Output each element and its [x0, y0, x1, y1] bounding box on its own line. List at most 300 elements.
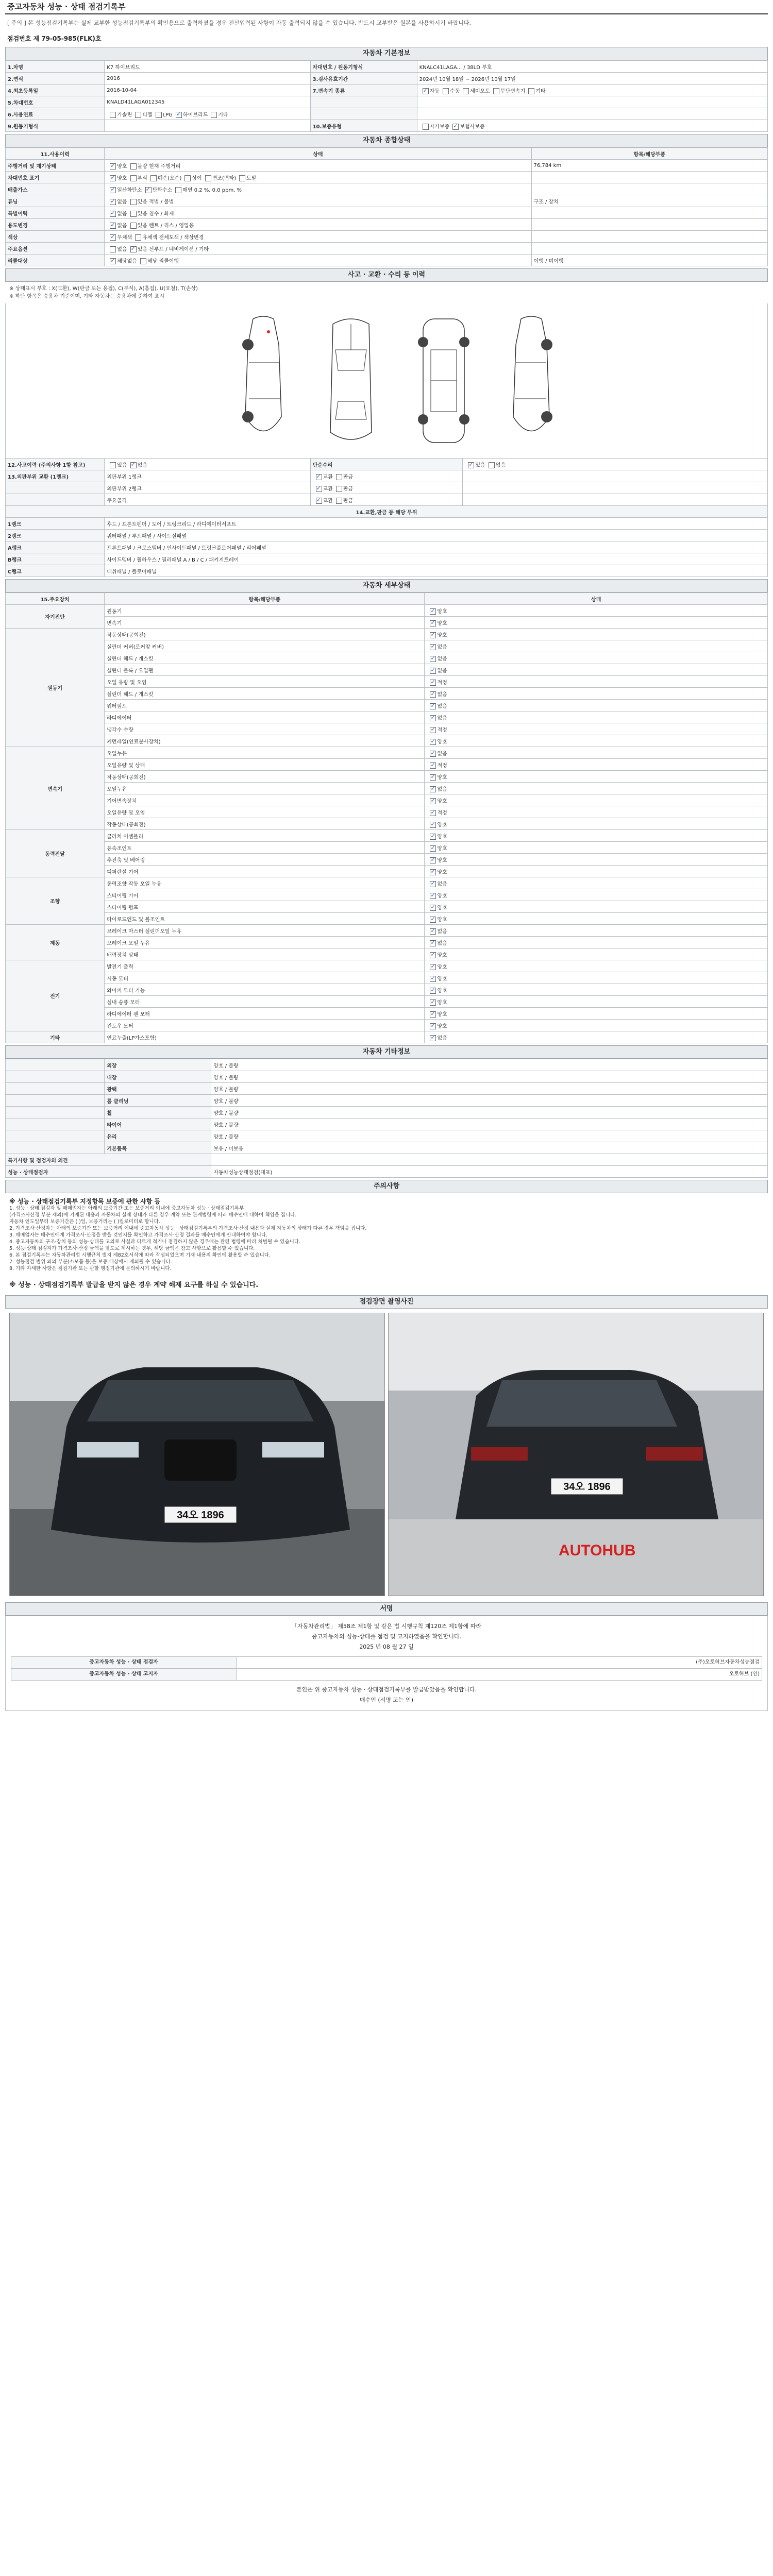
transmission-option-label: 자동	[429, 88, 440, 94]
detail-state-checkbox[interactable]	[430, 656, 436, 662]
simple-repair-checkbox[interactable]	[489, 462, 495, 468]
general-item-options	[105, 172, 531, 183]
detail-state-checkbox[interactable]	[430, 857, 436, 863]
general-item-name: 주요옵션	[6, 243, 105, 255]
general-item-value	[531, 243, 768, 255]
rank-options	[310, 494, 463, 506]
detail-state	[425, 711, 768, 723]
transmission-option-label: 수동	[449, 88, 460, 94]
rank-label: 외판부위 1랭크	[105, 470, 310, 482]
rank-group-label: 13.외판부위 교환 (1랭크)	[6, 470, 105, 482]
detail-row	[6, 854, 768, 866]
detail-state-checkbox[interactable]	[430, 751, 436, 757]
general-item-value: 76,784 km	[531, 160, 768, 172]
general-item-value	[531, 207, 768, 219]
basic-label: 5.차대번호	[6, 96, 105, 108]
detail-state-checkbox[interactable]	[430, 834, 436, 840]
car-side-right-icon	[500, 314, 562, 448]
detail-state	[425, 747, 768, 759]
detail-state-checkbox[interactable]	[430, 620, 436, 626]
transmission-checkbox[interactable]	[528, 88, 534, 94]
accident-checkbox[interactable]	[110, 462, 116, 468]
detail-state	[425, 830, 768, 842]
general-option-label: 변조(변타)	[212, 175, 237, 181]
detail-group-name: 자기진단	[6, 605, 105, 629]
detail-state	[425, 1031, 768, 1043]
detail-state-checkbox[interactable]	[430, 1011, 436, 1018]
general-option-label: 일산화탄소	[117, 187, 142, 193]
sign-line: 「자동차관리법」 제58조 제1항 및 같은 법 시행규칙 제120조 제1항에 따라	[291, 1623, 482, 1630]
detail-part: 작동상태(공회전)	[105, 818, 425, 830]
detail-state-checkbox[interactable]	[430, 739, 436, 745]
detail-state-checkbox[interactable]	[430, 1023, 436, 1029]
general-row	[6, 207, 768, 219]
general-item-name: 특별이력	[6, 207, 105, 219]
detail-part: 작동상태(공회전)	[105, 629, 425, 640]
detail-state-checkbox[interactable]	[430, 928, 436, 935]
legend-line-1: ※ 상태표시 부호 : X(교환), W(판금 또는 용접), C(부식), A(흠집), U(요철), T(손상)	[9, 286, 198, 292]
accident-row	[6, 459, 768, 470]
detail-state-label: 없음	[437, 751, 447, 757]
detail-part: 워터펌프	[105, 700, 425, 711]
basic-label: 1.차명	[6, 61, 105, 73]
general-checkbox[interactable]	[130, 175, 137, 181]
general-checkbox[interactable]	[110, 258, 116, 264]
sign-table	[11, 1656, 762, 1681]
detail-row	[6, 711, 768, 723]
detail-state-checkbox[interactable]	[430, 644, 436, 650]
general-checkbox[interactable]	[140, 258, 146, 264]
rank-checkbox[interactable]	[336, 498, 342, 504]
detail-row	[6, 901, 768, 913]
basic-row	[6, 84, 768, 96]
general-item-extra: 전체도색 / 색상변경	[157, 234, 204, 241]
detail-state-checkbox[interactable]	[430, 608, 436, 615]
notice-text: [ 주의 ] 본 성능점검기록부는 실제 교부한 성능점검기록부의 확인용으로 출력하셨을 경우 전산입력된 사항이 자동 출력되지 않을 수 있습니다. 반드시 교부받은 원본을 사용하시기 바랍니다.	[7, 20, 472, 26]
frame-row	[6, 541, 768, 553]
rank-row	[6, 482, 768, 494]
detail-row	[6, 889, 768, 901]
rank-options	[310, 470, 463, 482]
detail-state-checkbox[interactable]	[430, 680, 436, 686]
opinion-row	[6, 1154, 768, 1166]
fuel-option-label: 디젤	[142, 112, 153, 118]
detail-state	[425, 652, 768, 664]
seller-value: 오토허브 (인)	[237, 1669, 762, 1681]
detail-state-checkbox[interactable]	[430, 952, 436, 958]
inspection-record-page	[5, 0, 768, 1711]
detail-state-checkbox[interactable]	[430, 822, 436, 828]
other-options: 양호 / 불량	[211, 1107, 768, 1118]
car-diagram	[5, 303, 768, 458]
detail-row	[6, 818, 768, 830]
general-row	[6, 172, 768, 183]
general-option-label: 없음	[117, 223, 127, 229]
detail-state-label: 적정	[437, 762, 447, 769]
frame-row	[6, 553, 768, 565]
notes-line: (가격조사산정 부분 제외)에 기재된 내용과 자동차의 실제 상태가 다른 경우 계약 또는 관계법령에 따라 매수인에 대하여 책임을 집니다.	[9, 1212, 297, 1218]
warranty-checkbox[interactable]	[423, 124, 429, 130]
rank-checkbox[interactable]	[336, 486, 342, 492]
accident-option-label: 있음	[117, 462, 127, 468]
general-item-options	[105, 219, 531, 231]
other-row	[6, 1083, 768, 1095]
detail-state-checkbox[interactable]	[430, 810, 436, 816]
rear-plate-text: 34오 1896	[563, 1481, 611, 1493]
detail-state	[425, 617, 768, 629]
detail-part: 실린더 헤드 / 개스킷	[105, 688, 425, 700]
general-item-value	[531, 231, 768, 243]
general-checkbox[interactable]	[130, 199, 137, 205]
detail-state	[425, 984, 768, 996]
general-checkbox[interactable]	[150, 175, 157, 181]
detail-state-label: 양호	[437, 893, 447, 899]
general-checkbox[interactable]	[110, 223, 116, 229]
detail-row	[6, 996, 768, 1008]
detail-state	[425, 925, 768, 937]
detail-part: 타이로드엔드 및 볼조인트	[105, 913, 425, 925]
detail-part: 오일 유량 및 오염	[105, 676, 425, 688]
fuel-option-label: 기타	[218, 112, 228, 118]
rank-checkbox[interactable]	[316, 486, 322, 492]
basic-label-2: 7.변속기 종류	[310, 84, 417, 96]
section-damage: 사고 · 교환 · 수리 등 이력	[5, 268, 768, 282]
general-checkbox[interactable]	[110, 234, 116, 241]
warranty-checkbox[interactable]	[452, 124, 459, 130]
document-number	[5, 31, 768, 45]
detail-row	[6, 842, 768, 854]
frame-row	[6, 530, 768, 541]
general-item-extra: 렌트 / 리스 / 영업용	[147, 223, 194, 229]
general-checkbox[interactable]	[239, 175, 245, 181]
general-checkbox[interactable]	[110, 246, 116, 252]
general-checkbox[interactable]	[175, 187, 181, 193]
general-item-extra: 침수 / 화재	[147, 211, 174, 217]
general-item-name: 배출가스	[6, 183, 105, 195]
detail-group-name: 기타	[6, 1031, 105, 1043]
detail-state	[425, 735, 768, 747]
document-title: 중고자동차 성능 · 상태 점검기록부	[5, 0, 768, 14]
detail-state-label: 양호	[437, 632, 447, 638]
detail-state-label: 양호	[437, 845, 447, 852]
basic-value: KNALD41LAGA012345	[105, 96, 310, 108]
detail-state-checkbox[interactable]	[430, 762, 436, 769]
frame-row	[6, 565, 768, 577]
basic-label: 4.최초등록일	[6, 84, 105, 96]
detail-row	[6, 723, 768, 735]
detail-state	[425, 676, 768, 688]
detail-row	[6, 640, 768, 652]
other-options: 양호 / 불량	[211, 1059, 768, 1071]
general-header-cell: 항목/해당부품	[531, 148, 768, 160]
fuel-checkbox[interactable]	[176, 112, 182, 118]
detail-state-label: 양호	[437, 822, 447, 828]
general-checkbox[interactable]	[130, 163, 137, 170]
detail-state-checkbox[interactable]	[430, 715, 436, 721]
detail-part: 작동상태(공회전)	[105, 771, 425, 783]
inspector-value: (주)오토허브자동차성능점검	[237, 1657, 762, 1669]
detail-row	[6, 771, 768, 783]
general-checkbox[interactable]	[110, 187, 116, 193]
detail-state-checkbox[interactable]	[430, 798, 436, 804]
detail-state-label: 없음	[437, 715, 447, 721]
general-checkbox[interactable]	[205, 175, 211, 181]
basic-value: 2016-10-04	[105, 84, 310, 96]
transmission-checkbox[interactable]	[423, 88, 429, 94]
simple-repair-checkbox[interactable]	[468, 462, 474, 468]
seller-label: 중고자동차 성능 · 상태 고지자	[11, 1669, 237, 1681]
other-name: 타이어	[105, 1118, 211, 1130]
general-item-value: 구조 / 장치	[531, 195, 768, 207]
detail-row	[6, 676, 768, 688]
transmission-option-label: 기타	[535, 88, 546, 94]
basic-label-2: 10.보증유형	[310, 120, 417, 132]
detail-state-checkbox[interactable]	[430, 988, 436, 994]
general-checkbox[interactable]	[130, 223, 137, 229]
receive-text: 본인은 위 중고자동차 성능 · 상태점검기록부를 발급받았음을 확인합니다.	[296, 1686, 477, 1693]
detail-row	[6, 806, 768, 818]
general-row	[6, 183, 768, 195]
frame-items: 사이드멤버 / 휠하우스 / 필러패널 A / B / C / 패키지트레이	[105, 553, 768, 565]
detail-state-checkbox[interactable]	[430, 905, 436, 911]
detail-row	[6, 913, 768, 925]
simple-repair-options	[463, 459, 768, 470]
basic-value-2	[417, 120, 767, 132]
detail-state	[425, 783, 768, 794]
detail-row	[6, 877, 768, 889]
detail-state-checkbox[interactable]	[430, 976, 436, 982]
basic-label: 6.사용연료	[6, 108, 105, 120]
detail-state-checkbox[interactable]	[430, 845, 436, 852]
detail-part: 라디에이터	[105, 711, 425, 723]
detail-state-label: 적정	[437, 810, 447, 816]
detail-row	[6, 759, 768, 771]
frame-row	[6, 518, 768, 530]
detail-part: 실린더 헤드 / 개스킷	[105, 652, 425, 664]
detail-part: 기어변속장치	[105, 794, 425, 806]
fuel-checkbox[interactable]	[211, 112, 217, 118]
detail-state	[425, 937, 768, 948]
legend-line-2: ※ 하단 항목은 승용차 기준이며, 기타 자동차는 승용차에 준하여 표시	[9, 294, 164, 299]
general-checkbox[interactable]	[110, 211, 116, 217]
other-name: 내장	[105, 1071, 211, 1083]
detail-state-checkbox[interactable]	[430, 1035, 436, 1041]
detail-row	[6, 1008, 768, 1020]
general-option-label: 있음	[137, 246, 147, 252]
detail-state	[425, 1020, 768, 1031]
detail-state-checkbox[interactable]	[430, 774, 436, 781]
general-checkbox[interactable]	[130, 211, 137, 217]
other-row	[6, 1142, 768, 1154]
detail-state-label: 양호	[437, 620, 447, 626]
front-plate-text: 34오 1896	[177, 1510, 224, 1521]
general-item-value: 이행 / 미이행	[531, 255, 768, 266]
frame-title: 14.교환,판금 등 해당 부위	[6, 506, 768, 518]
detail-part: 배력장치 상태	[105, 948, 425, 960]
other-options: 양호 / 불량	[211, 1071, 768, 1083]
detail-state-checkbox[interactable]	[430, 632, 436, 638]
detail-state-checkbox[interactable]	[430, 881, 436, 887]
detail-state	[425, 996, 768, 1008]
warning-text: ※ 성능 · 상태점검기록부 발급을 받지 않은 경우 계약 해제 요구를 하실 수 있습니다.	[9, 1281, 259, 1289]
detail-state-label: 양호	[437, 976, 447, 982]
detail-state-label: 없음	[437, 928, 447, 935]
rank-checkbox[interactable]	[336, 474, 342, 480]
general-option-label: 해당없음	[117, 258, 137, 264]
general-checkbox[interactable]	[130, 246, 137, 252]
detail-part: 브레이크 마스터 실린더오일 누유	[105, 925, 425, 937]
basic-value	[105, 108, 310, 120]
accident-checkbox[interactable]	[130, 462, 137, 468]
accident-label: 12.사고이력 (주의사항 1항 참고)	[6, 459, 105, 470]
detail-part: 동력조향 작동 오일 누유	[105, 877, 425, 889]
detail-row	[6, 747, 768, 759]
detail-state	[425, 629, 768, 640]
rank-checkbox[interactable]	[316, 498, 322, 504]
fuel-checkbox[interactable]	[156, 112, 162, 118]
other-options: 양호 / 불량	[211, 1118, 768, 1130]
detail-state-checkbox[interactable]	[430, 727, 436, 733]
detail-state-label: 양호	[437, 1011, 447, 1018]
other-group	[6, 1095, 105, 1107]
detail-row	[6, 984, 768, 996]
other-group	[6, 1059, 105, 1071]
detail-state-checkbox[interactable]	[430, 940, 436, 946]
other-row	[6, 1118, 768, 1130]
general-option-label: 해당	[147, 258, 158, 264]
detail-state-label: 양호	[437, 1023, 447, 1029]
general-item-extra: 리콜이행	[157, 258, 179, 264]
general-option-label: 훼손(오손)	[157, 175, 182, 181]
accident-option-label: 없음	[137, 462, 147, 468]
fuel-checkbox[interactable]	[135, 112, 141, 118]
general-item-options	[105, 243, 531, 255]
detail-header-cell: 15.주요장치	[6, 593, 105, 605]
other-group	[6, 1107, 105, 1118]
detail-state-checkbox[interactable]	[430, 964, 436, 970]
general-item-extra: 적법 / 불법	[147, 199, 174, 205]
rank-options	[310, 482, 463, 494]
general-checkbox[interactable]	[110, 175, 116, 181]
detail-part: 실내 송풍 모터	[105, 996, 425, 1008]
detail-group-name: 제동	[6, 925, 105, 960]
detail-state-label: 없음	[437, 656, 447, 662]
detail-state-checkbox[interactable]	[430, 869, 436, 875]
basic-row	[6, 108, 768, 120]
detail-part: 브레이크 오일 누유	[105, 937, 425, 948]
general-checkbox[interactable]	[184, 175, 191, 181]
detail-state-label: 적정	[437, 727, 447, 733]
tune-row	[6, 1166, 768, 1178]
notes-line: 4. 중고자동차의 구조·장치 등의 성능·상태를 고의로 사실과 다르게 적거나 점검하지 않은 경우에는 관련 법령에 따라 처벌될 수 있습니다.	[9, 1239, 301, 1245]
general-row	[6, 219, 768, 231]
other-name: 룸 클리닝	[105, 1095, 211, 1107]
other-name: 외장	[105, 1059, 211, 1071]
detail-part: 원동기	[105, 605, 425, 617]
detail-state-checkbox[interactable]	[430, 893, 436, 899]
rank-option-label: 판금	[343, 498, 354, 504]
frame-items: 쿼터패널 / 루프패널 / 사이드실패널	[105, 530, 768, 541]
detail-state	[425, 723, 768, 735]
detail-state-checkbox[interactable]	[430, 999, 436, 1006]
detail-row	[6, 617, 768, 629]
transmission-checkbox[interactable]	[493, 88, 499, 94]
detail-state	[425, 889, 768, 901]
basic-info-table	[5, 60, 768, 132]
general-checkbox[interactable]	[135, 234, 141, 241]
notes-line: 1. 성능 · 상태 점검자 및 매매업자는 아래의 보증기간 또는 보증거리 이내에 중고자동차 성능 · 상태점검기록부	[9, 1206, 244, 1211]
section-other: 자동차 기타정보	[5, 1045, 768, 1059]
detail-state-label: 없음	[437, 703, 447, 709]
detail-part: 연료누출(LP가스포함)	[105, 1031, 425, 1043]
car-side-left-icon	[232, 314, 294, 448]
front-photo	[9, 1313, 385, 1596]
section-general: 자동차 종합상태	[5, 134, 768, 147]
section-sign: 서명	[5, 1602, 768, 1616]
detail-header-cell: 항목/해당부품	[105, 593, 425, 605]
detail-state-checkbox[interactable]	[430, 703, 436, 709]
detail-state-checkbox[interactable]	[430, 668, 436, 674]
simple-repair-option-label: 없음	[495, 462, 506, 468]
general-item-options	[105, 183, 531, 195]
fuel-checkbox[interactable]	[110, 112, 116, 118]
general-option-label: 있음	[137, 199, 147, 205]
general-checkbox[interactable]	[110, 199, 116, 205]
rank-option-label: 교환	[323, 498, 333, 504]
transmission-checkbox[interactable]	[463, 88, 469, 94]
rank-checkbox[interactable]	[316, 474, 322, 480]
detail-state-label: 없음	[437, 940, 447, 946]
rank-option-label: 교환	[323, 474, 333, 480]
other-row	[6, 1095, 768, 1107]
general-checkbox[interactable]	[110, 163, 116, 170]
rank-row	[6, 494, 768, 506]
notes-line: 3. 매매업자는 매수인에게 가격조사·산정을 받을 것인지를 확인하고 가격조사·산정 결과를 매수인에게 안내하여야 합니다.	[9, 1232, 268, 1238]
detail-row	[6, 972, 768, 984]
other-group	[6, 1083, 105, 1095]
sign-line: 중고자동차의 성능·상태를 점검 및 고지하였음을 확인합니다.	[311, 1633, 462, 1640]
detail-row	[6, 783, 768, 794]
basic-row	[6, 73, 768, 84]
detail-state	[425, 960, 768, 972]
detail-state-checkbox[interactable]	[430, 691, 436, 698]
frame-items: 후드 / 프론트펜더 / 도어 / 트렁크리드 / 라디에이터서포트	[105, 518, 768, 530]
basic-value-2: KNALC41LAGA... / 38LD 부호	[417, 61, 767, 73]
detail-state-label: 양호	[437, 834, 447, 840]
detail-state	[425, 877, 768, 889]
simple-repair-label: 단순수리	[310, 459, 463, 470]
detail-row	[6, 605, 768, 617]
notes-block	[5, 1193, 768, 1275]
detail-group-name: 조향	[6, 877, 105, 925]
detail-state-checkbox[interactable]	[430, 917, 436, 923]
frame-items: 프론트패널 / 크로스멤버 / 인사이드패널 / 트렁크플로어패널 / 리어패널	[105, 541, 768, 553]
general-checkbox[interactable]	[145, 187, 152, 193]
fuel-option-label: 하이브리드	[182, 112, 208, 118]
other-name: 광택	[105, 1083, 211, 1095]
detail-part: 실린더 커버(로커암 커버)	[105, 640, 425, 652]
tune-label: 성능 · 상태점검자	[6, 1166, 211, 1178]
general-option-label: 양호	[117, 175, 127, 181]
detail-state-checkbox[interactable]	[430, 786, 436, 792]
frame-rank: 2랭크	[6, 530, 105, 541]
basic-label-2: 3.검사유효기간	[310, 73, 417, 84]
general-option-label: 무채색	[117, 234, 132, 241]
detail-row	[6, 830, 768, 842]
detail-part: 커먼레일(연료분사장치)	[105, 735, 425, 747]
rank-row	[6, 470, 768, 482]
transmission-checkbox[interactable]	[443, 88, 449, 94]
